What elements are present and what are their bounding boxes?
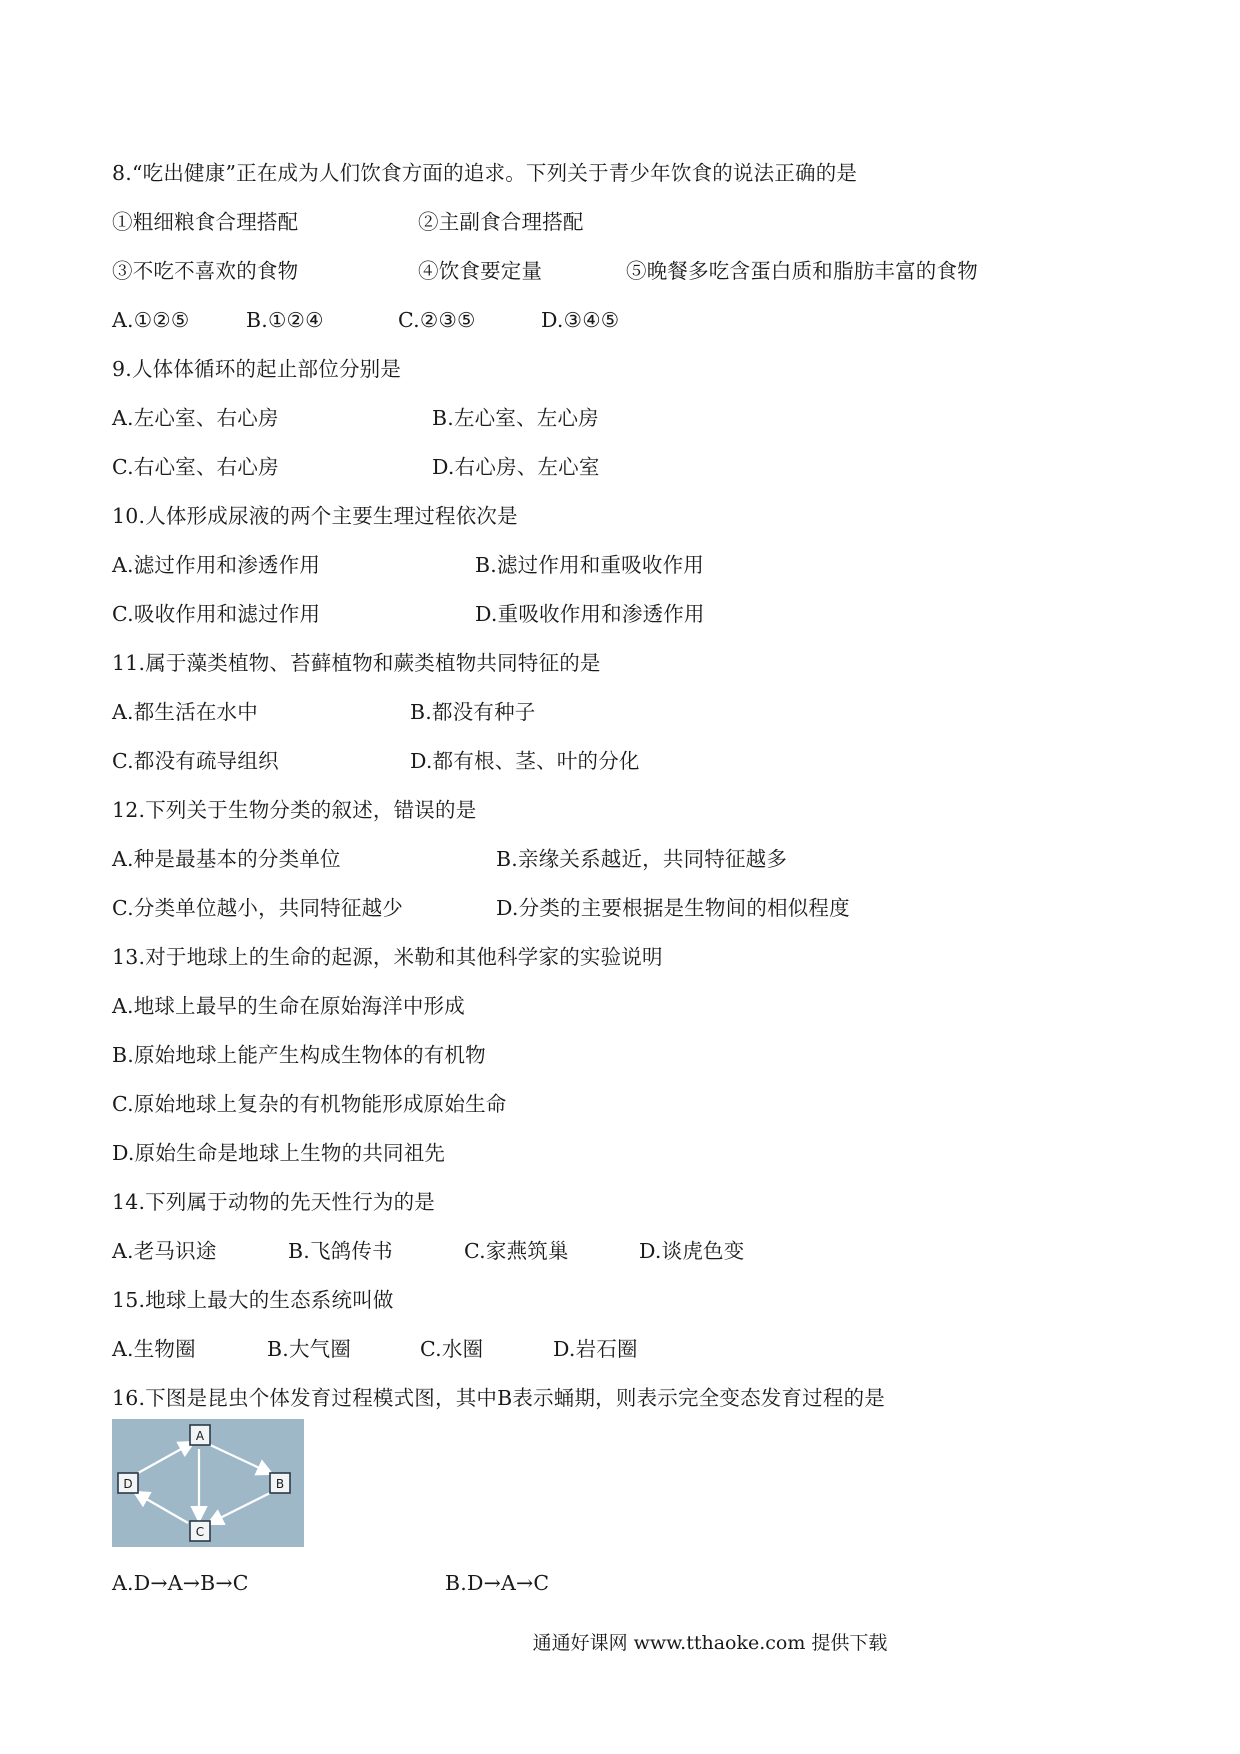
q12-option-c: C.分类单位越小，共同特征越少 bbox=[112, 896, 403, 920]
arrow-a-to-b bbox=[206, 1443, 270, 1473]
q10-option-c: C.吸收作用和滤过作用 bbox=[112, 602, 321, 626]
q15-option-d: D.岩石圈 bbox=[553, 1337, 638, 1361]
q11-option-d: D.都有根、茎、叶的分化 bbox=[410, 749, 640, 773]
q8-option-b: B.①②④ bbox=[246, 308, 324, 332]
q8-option-d: D.③④⑤ bbox=[541, 308, 620, 332]
q12-option-d: D.分类的主要根据是生物间的相似程度 bbox=[496, 896, 850, 920]
question-16-stem: 16.下图是昆虫个体发育过程模式图，其中B表示蛹期，则表示完全变态发育过程的是 bbox=[112, 1386, 885, 1410]
q11-option-b: B.都没有种子 bbox=[410, 700, 536, 724]
q9-option-a: A.左心室、右心房 bbox=[112, 406, 279, 430]
node-d-label: D bbox=[123, 1477, 133, 1491]
q12-option-a: A.种是最基本的分类单位 bbox=[112, 847, 341, 871]
q8-item-2: ②主副食合理搭配 bbox=[418, 210, 584, 234]
q13-option-a: A.地球上最早的生命在原始海洋中形成 bbox=[112, 994, 465, 1018]
arrow-c-to-d bbox=[136, 1493, 188, 1523]
q8-item-5: ⑤晚餐多吃含蛋白质和脂肪丰富的食物 bbox=[626, 259, 978, 283]
node-b bbox=[270, 1473, 290, 1493]
q10-option-a: A.滤过作用和渗透作用 bbox=[112, 553, 321, 577]
question-12-stem: 12.下列关于生物分类的叙述，错误的是 bbox=[112, 798, 477, 822]
download-footer: 通通好课网 www.tthaoke.com 提供下载 bbox=[532, 1632, 888, 1654]
q9-option-c: C.右心室、右心房 bbox=[112, 455, 279, 479]
q13-option-c: C.原始地球上复杂的有机物能形成原始生命 bbox=[112, 1092, 507, 1116]
q13-option-d: D.原始生命是地球上生物的共同祖先 bbox=[112, 1141, 446, 1165]
q14-option-a: A.老马识途 bbox=[112, 1239, 217, 1263]
q15-option-c: C.水圈 bbox=[420, 1337, 484, 1361]
question-13-stem: 13.对于地球上的生命的起源，米勒和其他科学家的实验说明 bbox=[112, 945, 663, 969]
q15-option-a: A.生物圈 bbox=[112, 1337, 196, 1361]
q11-option-c: C.都没有疏导组织 bbox=[112, 749, 279, 773]
node-b-label: B bbox=[275, 1477, 285, 1491]
q12-option-b: B.亲缘关系越近，共同特征越多 bbox=[496, 847, 788, 871]
q8-item-1: ①粗细粮食合理搭配 bbox=[112, 210, 299, 234]
q8-option-c: C.②③⑤ bbox=[398, 308, 476, 332]
q14-option-b: B.飞鸽传书 bbox=[288, 1239, 393, 1263]
arrow-b-to-c bbox=[210, 1491, 274, 1523]
question-10-stem: 10.人体形成尿液的两个主要生理过程依次是 bbox=[112, 504, 518, 528]
q16-option-b: B.D→A→C bbox=[445, 1571, 550, 1595]
q10-option-d: D.重吸收作用和渗透作用 bbox=[475, 602, 705, 626]
node-d bbox=[118, 1473, 138, 1493]
question-14-stem: 14.下列属于动物的先天性行为的是 bbox=[112, 1190, 436, 1214]
q16-option-a: A.D→A→B→C bbox=[112, 1571, 249, 1595]
question-8-stem: 8.“吃出健康”正在成为人们饮食方面的追求。下列关于青少年饮食的说法正确的是 bbox=[112, 161, 858, 185]
diagram-svg bbox=[112, 1419, 304, 1547]
node-a bbox=[190, 1425, 210, 1445]
q8-option-a: A.①②⑤ bbox=[112, 308, 190, 332]
insect-development-diagram bbox=[112, 1419, 304, 1547]
q15-option-b: B.大气圈 bbox=[267, 1337, 352, 1361]
node-c-label: C bbox=[195, 1525, 205, 1539]
q9-option-d: D.右心房、左心室 bbox=[432, 455, 600, 479]
node-c bbox=[190, 1521, 210, 1541]
q9-option-b: B.左心室、左心房 bbox=[432, 406, 599, 430]
q14-option-d: D.谈虎色变 bbox=[639, 1239, 745, 1263]
arrow-d-to-a bbox=[138, 1443, 192, 1473]
q11-option-a: A.都生活在水中 bbox=[112, 700, 258, 724]
node-a-label: A bbox=[195, 1429, 205, 1443]
question-11-stem: 11.属于藻类植物、苔藓植物和蕨类植物共同特征的是 bbox=[112, 651, 601, 675]
q14-option-c: C.家燕筑巢 bbox=[464, 1239, 569, 1263]
q10-option-b: B.滤过作用和重吸收作用 bbox=[475, 553, 704, 577]
q8-item-3: ③不吃不喜欢的食物 bbox=[112, 259, 299, 283]
question-15-stem: 15.地球上最大的生态系统叫做 bbox=[112, 1288, 394, 1312]
question-9-stem: 9.人体体循环的起止部位分别是 bbox=[112, 357, 402, 381]
q13-option-b: B.原始地球上能产生构成生物体的有机物 bbox=[112, 1043, 486, 1067]
q8-item-4: ④饮食要定量 bbox=[418, 259, 543, 283]
